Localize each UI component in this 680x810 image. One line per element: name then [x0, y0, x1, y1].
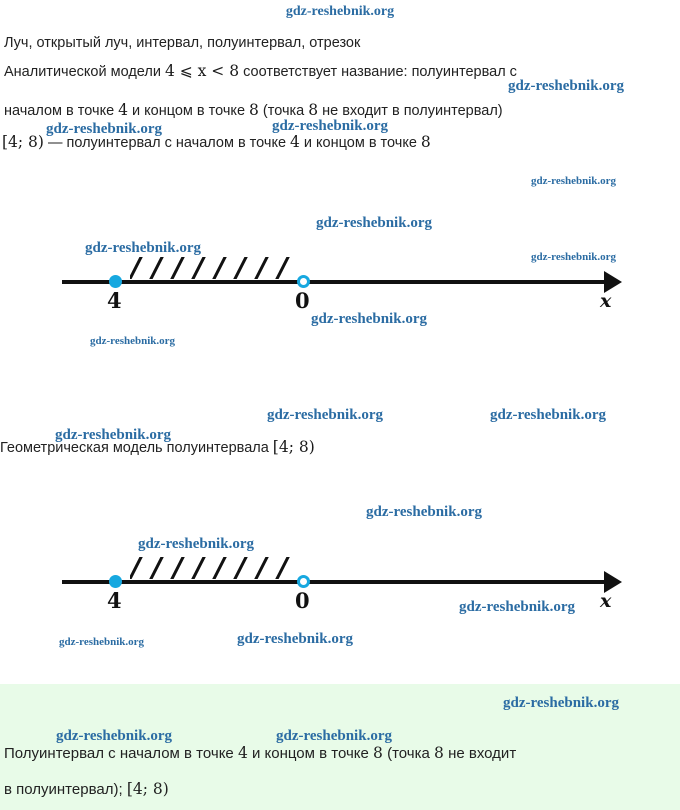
answer-line-1-m1: 4	[237, 744, 248, 762]
paragraph-line-1-b: соответствует название: полуинтервал с	[243, 64, 517, 80]
interval-notation: [4; 8)	[2, 133, 44, 151]
watermark: gdz-reshebnik.org	[267, 407, 383, 423]
answer-line-1-d: не входит	[448, 745, 517, 762]
axis-label-x: x	[600, 290, 612, 312]
paragraph-line-3-text: — полуинтервал с началом в точке	[47, 135, 287, 151]
answer-line-1	[4, 744, 516, 762]
tick-label-right: 0	[295, 288, 310, 313]
tick-label-right: 0	[295, 588, 310, 613]
paragraph-line-2-m3: 8	[308, 101, 319, 119]
number-line-diagram-1	[0, 240, 680, 330]
watermark: gdz-reshebnik.org	[90, 335, 176, 347]
answer-line-2-math: [4; 8)	[126, 780, 169, 798]
paragraph-line-2-a: началом в точке	[4, 103, 115, 119]
watermark: gdz-reshebnik.org	[276, 728, 392, 744]
watermark: gdz-reshebnik.org	[366, 504, 482, 520]
answer-line-1-m3: 8	[434, 744, 444, 762]
watermark: gdz-reshebnik.org	[459, 599, 575, 615]
axis-line	[62, 580, 610, 584]
answer-line-1-m2: 8	[373, 744, 383, 762]
tick-label-left: 4	[107, 288, 122, 313]
axis-line	[62, 280, 610, 284]
paragraph-line-2-m1: 4	[118, 101, 129, 119]
tick-label-left: 4	[107, 588, 122, 613]
paragraph-line-2	[4, 101, 503, 120]
watermark: gdz-reshebnik.org	[490, 407, 606, 423]
paragraph-line-1-math: 4 ⩽ x < 8	[164, 62, 240, 80]
watermark: gdz-reshebnik.org	[46, 121, 162, 137]
answer-box	[0, 684, 680, 810]
answer-line-2	[4, 780, 169, 798]
diagram-caption-math: [4; 8)	[272, 438, 315, 456]
answer-line-1-c: (точка	[387, 745, 430, 762]
diagram-caption	[0, 438, 315, 457]
watermark: gdz-reshebnik.org	[85, 240, 201, 256]
paragraph-line-3-text2: и концом в точке	[303, 135, 417, 151]
paragraph-line-2-d: не входит в полуинтервал)	[322, 103, 503, 119]
watermark: gdz-reshebnik.org	[56, 728, 172, 744]
paragraph-line-1-a: Аналитической модели	[4, 64, 161, 80]
watermark: gdz-reshebnik.org	[531, 251, 617, 263]
paragraph-line-1	[4, 62, 517, 81]
endpoint-open-dot	[297, 575, 310, 588]
watermark: gdz-reshebnik.org	[316, 215, 432, 231]
axis-label-x: x	[600, 590, 612, 612]
paragraph-line-3-m2: 8	[420, 133, 431, 151]
answer-line-2-e: в полуинтервал);	[4, 781, 123, 798]
watermark: gdz-reshebnik.org	[59, 636, 145, 648]
hatched-region	[130, 557, 298, 579]
paragraph-line-2-m2: 8	[249, 101, 259, 119]
watermark: gdz-reshebnik.org	[272, 118, 388, 134]
watermark: gdz-reshebnik.org	[237, 631, 353, 647]
watermark: gdz-reshebnik.org	[138, 536, 254, 552]
paragraph-line-3-m1: 4	[290, 133, 300, 151]
diagram-caption-text: Геометрическая модель полуинтервала	[0, 440, 269, 456]
watermark: gdz-reshebnik.org	[508, 78, 624, 94]
paragraph-line-3	[2, 133, 431, 152]
endpoint-open-dot	[297, 275, 310, 288]
answer-line-1-b: и концом в точке	[251, 745, 369, 762]
watermark: gdz-reshebnik.org	[55, 427, 171, 443]
answer-line-1-a: Полуинтервал с началом в точке	[4, 745, 234, 762]
watermark: gdz-reshebnik.org	[531, 175, 617, 187]
hatched-region	[130, 257, 298, 279]
endpoint-closed-dot	[109, 575, 122, 588]
paragraph-line-2-c: (точка	[262, 103, 305, 119]
number-line-diagram-2	[0, 540, 680, 630]
watermark: gdz-reshebnik.org	[311, 311, 427, 327]
endpoint-closed-dot	[109, 275, 122, 288]
paragraph-line-2-b: и концом в точке	[132, 103, 246, 119]
page-title: Луч, открытый луч, интервал, полуинтервал, отрезок	[4, 35, 361, 51]
watermark: gdz-reshebnik.org	[503, 695, 619, 711]
top-watermark: gdz-reshebnik.org	[285, 4, 395, 19]
